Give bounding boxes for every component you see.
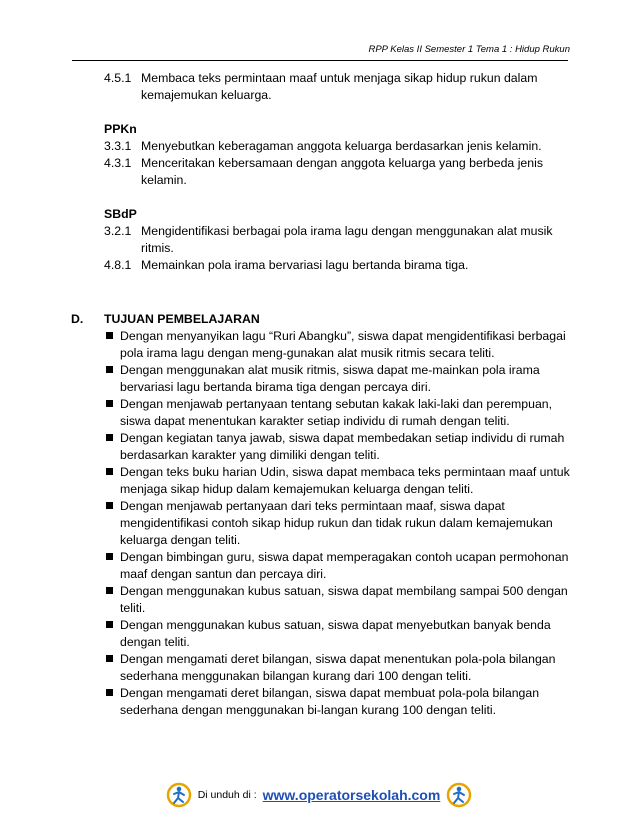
square-bullet-icon: [104, 430, 120, 464]
square-bullet-icon: [104, 617, 120, 651]
objective-item: [104, 549, 571, 583]
indicator-number: 3.2.1: [104, 224, 132, 238]
objective-list: [71, 328, 571, 719]
indicator-text: Membaca teks permintaan maaf untuk menjaga sikap hidup rukun dalam kemajemukan keluarga.: [141, 71, 538, 102]
square-bullet-icon: [104, 464, 120, 498]
square-bullet-icon: [104, 362, 120, 396]
footer-prefix: Di unduh di :: [197, 789, 257, 801]
indicator-item: [104, 155, 571, 189]
objective-item: [104, 498, 571, 549]
section-title: TUJUAN PEMBELAJARAN: [104, 312, 260, 326]
objective-text: Dengan menjawab pertanyaan tentang sebutan kakak laki-laki dan perempuan, siswa dapat menentukan karakter setiap individu di rumah dengan teliti.: [120, 397, 553, 428]
square-bullet-icon: [104, 396, 120, 430]
indicator-text: Mengidentifikasi berbagai pola irama lagu dengan menggunakan alat musik ritmis.: [141, 224, 553, 255]
school-logo-icon: [166, 782, 192, 808]
square-bullet-icon: [104, 651, 120, 685]
square-bullet-icon: [104, 498, 120, 549]
objective-text: Dengan bimbingan guru, siswa dapat memperagakan contoh ucapan permohonan maaf dengan santun dan percaya diri.: [120, 550, 569, 581]
square-bullet-icon: [104, 685, 120, 719]
square-bullet-icon: [104, 328, 120, 362]
objective-item: [104, 362, 571, 396]
indicator-item: [104, 257, 571, 274]
page-header: RPP Kelas II Semester 1 Tema 1 : Hidup Rukun: [368, 44, 570, 55]
square-bullet-icon: [104, 583, 120, 617]
indicator-item: [104, 138, 571, 155]
objective-text: Dengan teks buku harian Udin, siswa dapat membaca teks permintaan maaf untuk menjaga sikap hidup dalam kemajemukan keluarga dengan teliti.: [120, 465, 570, 496]
objective-text: Dengan menjawab pertanyaan dari teks permintaan maaf, siswa dapat mengidentifikasi contoh sikap hidup rukun dan tidak rukun dalam kemajemukan keluarga dengan teliti.: [120, 499, 553, 547]
indicator-text: Menceritakan kebersamaan dengan anggota keluarga yang berbeda jenis kelamin.: [141, 156, 543, 187]
objective-item: [104, 651, 571, 685]
indicator-item: [104, 70, 571, 104]
indicator-number: 3.3.1: [104, 139, 132, 153]
school-logo-icon: [446, 782, 472, 808]
square-bullet-icon: [104, 549, 120, 583]
indicator-number: 4.5.1: [104, 71, 132, 85]
header-divider: [72, 60, 568, 61]
objective-text: Dengan mengamati deret bilangan, siswa dapat menentukan pola-pola bilangan sederhana menggunakan bilangan kurang dari 100 dengan teliti.: [120, 652, 556, 683]
objective-item: [104, 464, 571, 498]
objective-text: Dengan kegiatan tanya jawab, siswa dapat membedakan setiap individu di rumah berdasarkan karakter yang dimiliki dengan teliti.: [120, 431, 565, 462]
indicator-item: [104, 223, 571, 257]
objective-text: Dengan menggunakan kubus satuan, siswa dapat menyebutkan banyak benda dengan teliti.: [120, 618, 551, 649]
indicator-number: 4.8.1: [104, 258, 132, 272]
document-body: [71, 70, 571, 719]
indicator-text: Memainkan pola irama bervariasi lagu bertanda birama tiga.: [141, 258, 469, 272]
objective-item: [104, 685, 571, 719]
indicator-text: Menyebutkan keberagaman anggota keluarga berdasarkan jenis kelamin.: [141, 139, 542, 153]
objective-item: [104, 617, 571, 651]
section-heading: [71, 311, 571, 328]
indicator-number: 4.3.1: [104, 156, 132, 170]
objective-item: [104, 583, 571, 617]
objective-item: [104, 396, 571, 430]
objective-item: [104, 430, 571, 464]
objective-text: Dengan menggunakan alat musik ritmis, siswa dapat me-mainkan pola irama bervariasi lagu bertanda birama tiga dengan percaya diri.: [120, 363, 540, 394]
subject-heading-sbdp: SBdP: [104, 207, 137, 221]
objective-text: Dengan menyanyikan lagu “Ruri Abangku”, siswa dapat mengidentifikasi berbagai pola irama lagu dengan meng-gunakan alat musik ritmis secara teliti.: [120, 329, 566, 360]
subject-heading-ppkn: PPKn: [104, 122, 137, 136]
objective-text: Dengan mengamati deret bilangan, siswa dapat membuat pola-pola bilangan sederhana dengan menggunakan bi-langan kurang 100 dengan teliti.: [120, 686, 540, 717]
section-letter: D.: [71, 312, 84, 326]
page-footer: [0, 782, 638, 808]
objective-item: [104, 328, 571, 362]
objective-text: Dengan menggunakan kubus satuan, siswa dapat membilang sampai 500 dengan teliti.: [120, 584, 568, 615]
footer-website-link[interactable]: www.operatorsekolah.com: [262, 787, 441, 803]
